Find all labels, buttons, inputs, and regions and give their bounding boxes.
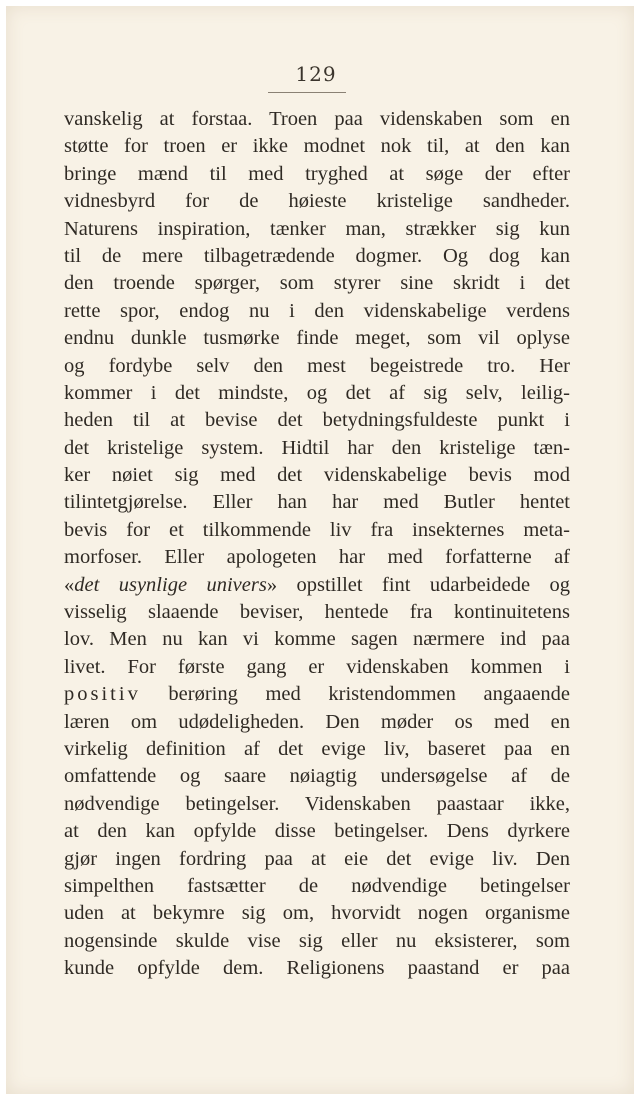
body-text — [64, 106, 570, 983]
italic-title: det usynlige univers — [74, 573, 267, 596]
text-line: bevis for et tilkommende liv fra insekternes meta- — [64, 518, 570, 541]
text-line: læren om udødeligheden. Den møder os med en — [64, 710, 570, 733]
text-line: virkelig definition af det evige liv, baseret paa en — [64, 737, 570, 760]
text-line: simpelthen fastsætter de nødvendige betingelser — [64, 874, 570, 897]
text-line: rette spor, endog nu i den videnskabelige verdens — [64, 299, 570, 322]
page-number: 129 — [295, 62, 337, 86]
text-line: til de mere tilbagetrædende dogmer. Og dog kan — [64, 244, 570, 267]
text-line: visselig slaaende beviser, hentede fra kontinuitetens — [64, 601, 570, 624]
text-line: lov. Men nu kan vi komme sagen nærmere ind paa — [64, 628, 570, 651]
text-line: nødvendige betingelser. Videnskaben paastaar ikke, — [64, 792, 570, 815]
text-line: kommer i det mindste, og det af sig selv, leilig- — [64, 381, 570, 404]
text-line: heden til at bevise det betydningsfuldeste punkt i — [64, 409, 570, 432]
text-line: gjør ingen fordring paa at eie det evige liv. Den — [64, 847, 570, 870]
text-line: kunde opfylde dem. Religionens paastand er paa — [64, 957, 570, 980]
text-line-with-spaced-word — [64, 681, 570, 708]
text-line: støtte for troen er ikke modnet nok til, at den kan — [64, 135, 570, 158]
quote-close: » — [266, 573, 278, 596]
book-page — [6, 6, 634, 1094]
quote-open: « — [64, 573, 75, 596]
text-line: endnu dunkle tusmørke finde meget, som vil oplyse — [64, 327, 570, 350]
text-line: omfattende og saare nøiagtig undersøgelse af de — [64, 765, 570, 788]
text-line: uden at bekymre sig om, hvorvidt nogen organisme — [64, 902, 570, 925]
text-line: livet. For første gang er videnskaben kommen i — [64, 655, 570, 678]
text-line: det kristelige system. Hidtil har den kristelige tæn- — [64, 436, 570, 459]
spaced-emphasis: positiv — [64, 683, 141, 706]
text-line: bringe mænd til med tryghed at søge der efter — [64, 162, 570, 185]
text-line: og fordybe selv den mest begeistrede tro. Her — [64, 354, 570, 377]
text-line: den troende spørger, som styrer sine skridt i det — [64, 272, 570, 295]
line-rest: berøring med kristendommen angaaende — [140, 683, 570, 706]
text-line: vidnesbyrd for de høieste kristelige sandheder. — [64, 190, 570, 213]
text-line-with-title — [64, 572, 570, 599]
text-line: nogensinde skulde vise sig eller nu eksisterer, som — [64, 929, 570, 952]
text-line: at den kan opfylde disse betingelser. Dens dyrkere — [64, 820, 570, 843]
text-line: morfoser. Eller apologeten har med forfatterne af — [64, 546, 570, 569]
page-number-rule — [268, 92, 346, 93]
text-line: Naturens inspiration, tænker man, strækker sig kun — [64, 217, 570, 240]
text-line: tilintetgjørelse. Eller han har med Butler hentet — [64, 491, 570, 514]
text-line: vanskelig at forstaa. Troen paa videnskaben som en — [64, 108, 570, 130]
line-rest: opstillet fint udarbeidede og — [277, 573, 570, 596]
text-line: ker nøiet sig med det videnskabelige bevis mod — [64, 464, 570, 487]
